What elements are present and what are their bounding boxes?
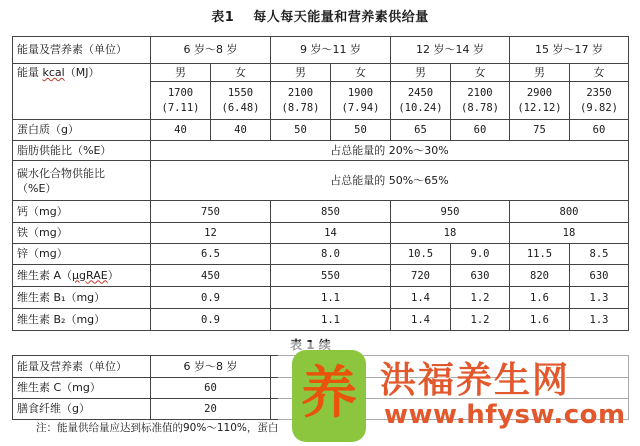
watermark-logo-badge (292, 350, 366, 442)
table-cell: 60 (570, 120, 629, 141)
table-cell: 60 (451, 120, 510, 141)
table-row (13, 287, 629, 309)
energy-cell: 2350 (9.82) (570, 82, 629, 120)
watermark-site-name: 洪福养生网 (380, 360, 571, 401)
fat-value: 占总能量的 20%～30% (151, 141, 629, 161)
vitamin-c-label: 维生素 C（mg） (13, 378, 151, 399)
table-cell: 50 (271, 120, 331, 141)
table-cell: 12 (151, 223, 271, 244)
table-cell: 75 (510, 120, 570, 141)
header-nutrient: 能量及营养素（单位） (13, 37, 151, 64)
carb-value: 占总能量的 50%～65% (151, 161, 629, 201)
table-cell: 11.5 (510, 244, 570, 265)
calcium-label: 钙（mg） (13, 201, 151, 223)
sex-cell: 男 (391, 64, 451, 82)
table-cell: 1.3 (570, 309, 629, 331)
protein-label: 蛋白质（g） (13, 120, 151, 141)
watermark-logo-char: 养 (301, 360, 357, 426)
table-cell: 1.2 (451, 287, 510, 309)
table-cell: 0.9 (151, 287, 271, 309)
table-cell: 750 (151, 201, 271, 223)
energy-cell: 1550 (6.48) (211, 82, 271, 120)
header-age-6-8: 6 岁～8 岁 (151, 356, 271, 378)
table-cell: 630 (451, 265, 510, 287)
table-title (0, 6, 640, 25)
header-age-12-14: 12 岁～14 岁 (391, 37, 510, 64)
sex-cell: 女 (211, 64, 271, 82)
table-row (13, 141, 629, 161)
table-cell: 18 (510, 223, 629, 244)
zinc-label: 锌（mg） (13, 244, 151, 265)
table-cell: 820 (510, 265, 570, 287)
table-row (13, 309, 629, 331)
table-row (13, 244, 629, 265)
table-cell: 9.0 (451, 244, 510, 265)
table-cell: 1.1 (271, 309, 391, 331)
table-note: 注：能量供给量应达到标准值的90%～110%，蛋白 (36, 422, 279, 434)
table-row (13, 120, 629, 141)
table-cell: 550 (271, 265, 391, 287)
energy-cell: 2100 (8.78) (451, 82, 510, 120)
sex-cell: 男 (271, 64, 331, 82)
header-nutrient: 能量及营养素（单位） (13, 356, 151, 378)
sex-cell: 女 (331, 64, 391, 82)
table-cell: 8.0 (271, 244, 391, 265)
table-cell: 60 (151, 378, 271, 399)
table-title-text: 每人每天能量和营养素供给量 (253, 10, 429, 25)
table-cell: 1.2 (451, 309, 510, 331)
table-cell: 1.1 (271, 287, 391, 309)
table-cell: 800 (510, 201, 629, 223)
carb-label: 碳水化合物供能比 （%E） (13, 161, 151, 201)
energy-cell: 2100 (8.78) (271, 82, 331, 120)
iron-label: 铁（mg） (13, 223, 151, 244)
table-row (13, 265, 629, 287)
vitamin-b2-label: 维生素 B₂（mg） (13, 309, 151, 331)
table-row (13, 223, 629, 244)
table-cell: 10.5 (391, 244, 451, 265)
watermark-url: www.hfysw.com (384, 400, 626, 430)
table-row (13, 64, 629, 82)
header-age-9-11: 9 岁～11 岁 (271, 37, 391, 64)
table-cell: 0.9 (151, 309, 271, 331)
table-cell: 14 (271, 223, 391, 244)
table-cell: 8.5 (570, 244, 629, 265)
table-cell: 1.4 (391, 309, 451, 331)
table-cell: 1.6 (510, 287, 570, 309)
energy-cell: 2900 (12.12) (510, 82, 570, 120)
fat-label: 脂肪供能比（%E） (13, 141, 151, 161)
table-cell: 50 (331, 120, 391, 141)
vitamin-b1-label: 维生素 B₁（mg） (13, 287, 151, 309)
table-cell: 450 (151, 265, 271, 287)
table-cell: 630 (570, 265, 629, 287)
fiber-label: 膳食纤维（g） (13, 399, 151, 420)
table-row (13, 201, 629, 223)
nutrition-table (12, 36, 629, 331)
table-number: 表1 (211, 10, 235, 25)
sex-cell: 女 (570, 64, 629, 82)
table-cell: 850 (271, 201, 391, 223)
table-cell: 950 (391, 201, 510, 223)
table-cell: 18 (391, 223, 510, 244)
table-cell: 6.5 (151, 244, 271, 265)
header-age-6-8: 6 岁～8 岁 (151, 37, 271, 64)
table-cell: 20 (151, 399, 271, 420)
table-cell: 40 (151, 120, 211, 141)
table-cell: 1.3 (570, 287, 629, 309)
table-cell: 65 (391, 120, 451, 141)
header-age-15-17: 15 岁～17 岁 (510, 37, 629, 64)
table-cell: 1.6 (510, 309, 570, 331)
table-cell: 720 (391, 265, 451, 287)
sex-cell: 男 (151, 64, 211, 82)
energy-label: 能量 kcal（MJ） (13, 64, 151, 120)
table-row (13, 161, 629, 201)
table-cell: 1.4 (391, 287, 451, 309)
energy-cell: 2450 (10.24) (391, 82, 451, 120)
vitamin-a-label: 维生素 A（μgRAE） (13, 265, 151, 287)
table-header-row (13, 37, 629, 64)
table-cell: 40 (211, 120, 271, 141)
sex-cell: 男 (510, 64, 570, 82)
energy-cell: 1700 (7.11) (151, 82, 211, 120)
sex-cell: 女 (451, 64, 510, 82)
energy-cell: 1900 (7.94) (331, 82, 391, 120)
